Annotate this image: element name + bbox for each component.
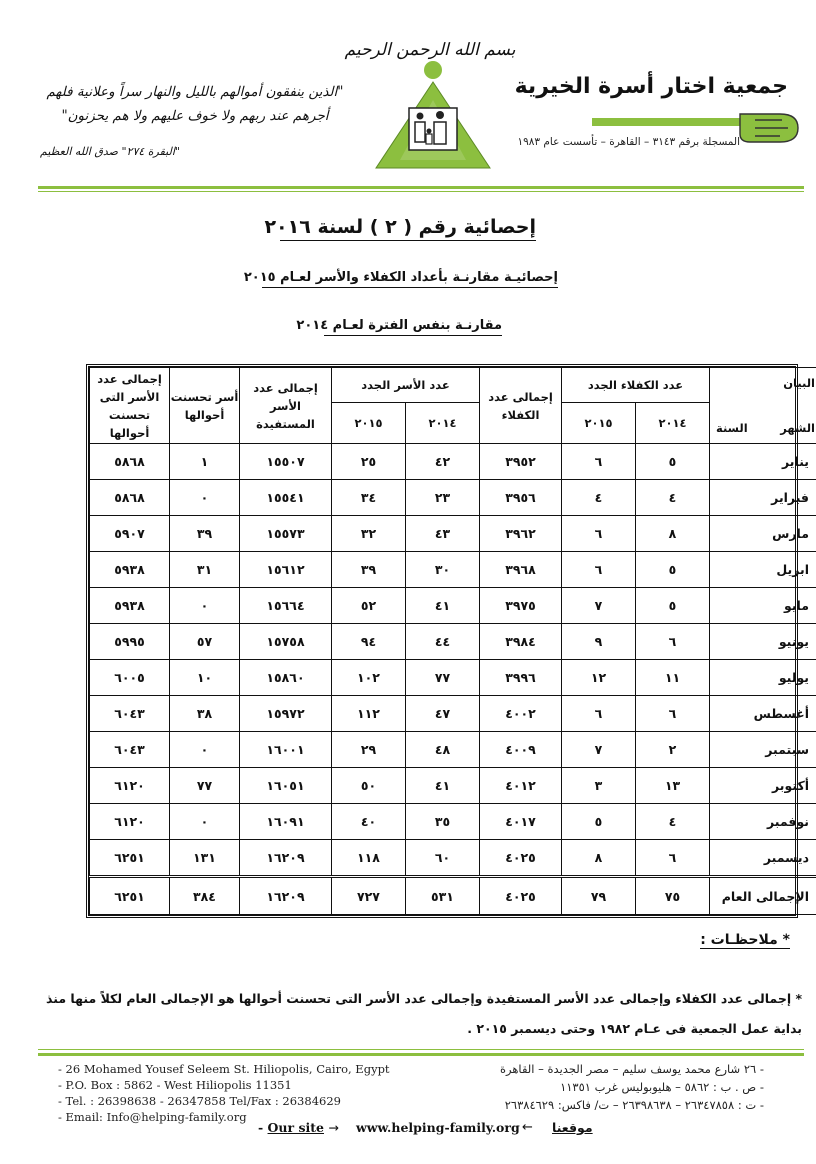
cell-f2015: ٣٢	[332, 516, 406, 552]
org-name: جمعية اختار أسرة الخيرية	[514, 74, 788, 99]
header-improved	[170, 368, 240, 444]
cell-s2015: ٩	[562, 624, 636, 660]
header-families-2015: ٢٠١٥	[332, 403, 406, 444]
cell-improved: ٣٨٤	[170, 877, 240, 915]
our-site-text: Our site	[267, 1120, 324, 1135]
cell-s2014: ٥	[636, 588, 710, 624]
cell-month: فبراير	[710, 480, 816, 516]
cell-f2015: ٣٤	[332, 480, 406, 516]
subtitle-1: إحصائيـة مقارنـة بأعداد الكفلاء والأسر لعـام ٢٠١٥	[262, 270, 558, 288]
cell-month: ديسمبر	[710, 840, 816, 877]
cell-total-improved: ٦٢٥١	[90, 840, 170, 877]
cell-f2015: ٧٢٧	[332, 877, 406, 915]
cell-s2015: ٨	[562, 840, 636, 877]
cell-total-sponsors: ٣٩٩٦	[480, 660, 562, 696]
cell-total-beneficiary: ١٦٠٥١	[240, 768, 332, 804]
cell-f2014: ٣٥	[406, 804, 480, 840]
header-total-beneficiary-l2: الأسر المستفيدة	[256, 398, 315, 431]
cell-s2015: ٦	[562, 444, 636, 480]
cell-total-beneficiary: ١٦٢٠٩	[240, 877, 332, 915]
cell-f2014: ٤٨	[406, 732, 480, 768]
pobox-ar: - ص . ب : ٥٨٦٢ – هليوبوليس غرب ١١٣٥١	[560, 1080, 764, 1094]
basmala: بسم الله الرحمن الرحيم	[344, 40, 516, 60]
cell-s2014: ٤	[636, 804, 710, 840]
header-sponsors-2015: ٢٠١٥	[562, 403, 636, 444]
cell-s2015: ٧	[562, 732, 636, 768]
cell-month: مارس	[710, 516, 816, 552]
cell-improved: ٣٩	[170, 516, 240, 552]
header-statement: البيان	[783, 376, 815, 390]
cell-s2015: ٣	[562, 768, 636, 804]
cell-s2014: ٢	[636, 732, 710, 768]
footer-rule-thin	[38, 1049, 804, 1050]
cell-improved: ١٣١	[170, 840, 240, 877]
quote-reference: "البقرة ٢٧٤" صدق الله العظيم	[40, 145, 180, 158]
cell-month: سبتمبر	[710, 732, 816, 768]
cell-s2015: ٥	[562, 804, 636, 840]
table-row	[90, 732, 816, 768]
cell-total-sponsors: ٤٠٢٥	[480, 877, 562, 915]
address-en: - 26 Mohamed Yousef Seleem St. Hiliopolis, Cairo, Egypt	[58, 1062, 390, 1076]
cell-month: نوفمبر	[710, 804, 816, 840]
cell-total-sponsors: ٣٩٧٥	[480, 588, 562, 624]
cell-s2015: ٤	[562, 480, 636, 516]
address-ar: - ٢٦ شارع محمد يوسف سليم – مصر الجديدة – القاهرة	[500, 1062, 764, 1076]
cell-total-sponsors: ٣٩٨٤	[480, 624, 562, 660]
cell-total-improved: ٦١٢٠	[90, 768, 170, 804]
cell-f2014: ٤٧	[406, 696, 480, 732]
cell-month: مايو	[710, 588, 816, 624]
cell-total-beneficiary: ١٦٢٠٩	[240, 840, 332, 877]
cell-total-sponsors: ٣٩٦٢	[480, 516, 562, 552]
cell-improved: ٠	[170, 480, 240, 516]
cell-s2014: ٨	[636, 516, 710, 552]
website-link[interactable]: www.helping-family.org	[356, 1120, 520, 1135]
table-row	[90, 516, 816, 552]
cell-total-beneficiary: ١٥٥٧٣	[240, 516, 332, 552]
table-row	[90, 768, 816, 804]
cell-improved: ٠	[170, 804, 240, 840]
header-total-sponsors	[480, 368, 562, 444]
header-new-sponsors: عدد الكفلاء الجدد	[562, 368, 710, 403]
table-row	[90, 444, 816, 480]
cell-f2014: ٤٣	[406, 516, 480, 552]
arrow-left-icon: ←	[522, 1120, 533, 1135]
cell-s2014: ٥	[636, 552, 710, 588]
email-en: - Email: Info@helping-family.org	[58, 1110, 247, 1124]
cell-total-improved: ٥٩٣٨	[90, 552, 170, 588]
table-row	[90, 588, 816, 624]
pobox-en: - P.O. Box : 5862 - West Hiliopolis 11351	[58, 1078, 292, 1092]
header-month: الشهر	[780, 421, 815, 435]
header-total-sponsors-l2: الكفلاء	[501, 407, 540, 422]
main-title: إحصائية رقم ( ٢ ) لسنة ٢٠١٦	[280, 216, 536, 241]
cell-f2014: ٤٢	[406, 444, 480, 480]
cell-month: أغسطس	[710, 696, 816, 732]
cell-s2014: ٦	[636, 696, 710, 732]
header-improved-l2: أحوالها	[184, 407, 225, 422]
table-row	[90, 552, 816, 588]
cell-total-beneficiary: ١٥٥٤١	[240, 480, 332, 516]
cell-improved: ٣٨	[170, 696, 240, 732]
cell-total-improved: ٦٠٤٣	[90, 732, 170, 768]
header-statement-cell	[710, 368, 816, 444]
cell-month: الإجمالى العام	[710, 877, 816, 915]
phone-ar: - ت : ٢٦٣٤٧٨٥٨ – ٢٦٣٩٨٦٣٨ – ت/ فاكس: ٢٦٣٨٤٦٢٩	[504, 1098, 764, 1112]
cell-month: يناير	[710, 444, 816, 480]
cell-month: يوليو	[710, 660, 816, 696]
header-sponsors-2014: ٢٠١٤	[636, 403, 710, 444]
quote-line-1: "الذين ينفقون أموالهم بالليل والنهار سراً وعلانية فلهم	[46, 84, 344, 100]
cell-total-improved: ٥٩٣٨	[90, 588, 170, 624]
cell-f2015: ٥٠	[332, 768, 406, 804]
cell-total-sponsors: ٣٩٥٢	[480, 444, 562, 480]
cell-s2015: ٧	[562, 588, 636, 624]
org-registration: المسجلة برقم ٣١٤٣ – القاهرة – تأسست عام ١٩٨٣	[517, 136, 740, 148]
cell-total-beneficiary: ١٥٩٧٢	[240, 696, 332, 732]
footer-contact-ar	[500, 1060, 764, 1114]
arrow-right-icon: →	[328, 1120, 339, 1135]
cell-total-improved: ٦٢٥١	[90, 877, 170, 915]
header-total-beneficiary	[240, 368, 332, 444]
cell-improved: ١٠	[170, 660, 240, 696]
cell-f2014: ٧٧	[406, 660, 480, 696]
total-row	[90, 877, 816, 915]
cell-month: ابريل	[710, 552, 816, 588]
footer-rule	[38, 1053, 804, 1056]
quote-line-2: أجرهم عند ربهم ولا خوف عليهم ولا هم يحزنون"	[61, 108, 329, 124]
cell-f2014: ٥٣١	[406, 877, 480, 915]
table-row	[90, 840, 816, 877]
cell-s2014: ١١	[636, 660, 710, 696]
notes-title: * ملاحظـات :	[700, 932, 790, 948]
footer-contact-en	[58, 1061, 390, 1125]
cell-s2015: ١٢	[562, 660, 636, 696]
cell-total-improved: ٥٩٠٧	[90, 516, 170, 552]
cell-total-improved: ٦٠٤٣	[90, 696, 170, 732]
cell-total-beneficiary: ١٥٥٠٧	[240, 444, 332, 480]
cell-total-sponsors: ٤٠١٧	[480, 804, 562, 840]
cell-s2014: ١٣	[636, 768, 710, 804]
cell-f2015: ٢٥	[332, 444, 406, 480]
cell-improved: ٠	[170, 588, 240, 624]
cell-f2014: ٤٤	[406, 624, 480, 660]
cell-total-sponsors: ٤٠٠٩	[480, 732, 562, 768]
table-row	[90, 660, 816, 696]
cell-f2014: ٤١	[406, 588, 480, 624]
table-row	[90, 804, 816, 840]
cell-total-beneficiary: ١٦٠٠١	[240, 732, 332, 768]
cell-month: يونيو	[710, 624, 816, 660]
cell-total-beneficiary: ١٥٨٦٠	[240, 660, 332, 696]
cell-improved: ٠	[170, 732, 240, 768]
cell-improved: ٧٧	[170, 768, 240, 804]
cell-f2015: ١٠٢	[332, 660, 406, 696]
cell-improved: ٣١	[170, 552, 240, 588]
cell-improved: ١	[170, 444, 240, 480]
header-year: السنة	[716, 421, 748, 435]
cell-month: أكتوبر	[710, 768, 816, 804]
cell-improved: ٥٧	[170, 624, 240, 660]
table-row	[90, 696, 816, 732]
header-total-improved-l2: الأسر التى	[99, 389, 160, 404]
header-families-2014: ٢٠١٤	[406, 403, 480, 444]
cell-total-beneficiary: ١٥٧٥٨	[240, 624, 332, 660]
our-site-label: - Our site →	[258, 1120, 339, 1135]
cell-s2014: ٤	[636, 480, 710, 516]
cell-s2014: ٦	[636, 840, 710, 877]
cell-f2015: ٥٢	[332, 588, 406, 624]
header-total-beneficiary-l1: إجمالى عدد	[253, 380, 318, 395]
family-pyramid-logo	[372, 60, 494, 172]
cell-total-sponsors: ٤٠٢٥	[480, 840, 562, 877]
cell-s2014: ٧٥	[636, 877, 710, 915]
cell-total-sponsors: ٤٠٠٢	[480, 696, 562, 732]
cell-f2015: ١١٨	[332, 840, 406, 877]
cell-f2014: ٤١	[406, 768, 480, 804]
header-total-improved	[90, 368, 170, 444]
statistics-table	[86, 364, 815, 918]
cell-f2015: ١١٢	[332, 696, 406, 732]
cell-total-beneficiary: ١٥٦٦٤	[240, 588, 332, 624]
quran-quote	[30, 80, 360, 128]
cell-s2014: ٦	[636, 624, 710, 660]
cell-s2014: ٥	[636, 444, 710, 480]
header-improved-l1: أسر تحسنت	[170, 389, 239, 404]
cell-total-improved: ٦١٢٠	[90, 804, 170, 840]
phone-en: - Tel. : 26398638 - 26347858 Tel/Fax : 26384629	[58, 1094, 341, 1108]
cell-f2014: ٢٣	[406, 480, 480, 516]
cell-f2015: ٤٠	[332, 804, 406, 840]
cell-f2015: ٩٤	[332, 624, 406, 660]
note-body: * إجمالى عدد الكفلاء وإجمالى عدد الأسر المستفيدة وإجمالى عدد الأسر التى تحسنت أحوالها هو الإجمالى العام لكلاً منها منذ بداية عمل الجمعية فى عـام ١٩٨٢ وحتى ديسمبر ٢٠١٥ .	[46, 991, 802, 1036]
cell-f2015: ٢٩	[332, 732, 406, 768]
cell-total-improved: ٥٨٦٨	[90, 444, 170, 480]
cell-f2014: ٦٠	[406, 840, 480, 877]
header-total-sponsors-l1: إجمالى عدد	[488, 389, 553, 404]
cell-f2014: ٣٠	[406, 552, 480, 588]
cell-s2015: ٦	[562, 696, 636, 732]
header-rule	[38, 186, 804, 189]
cell-s2015: ٦	[562, 516, 636, 552]
cell-total-sponsors: ٣٩٥٦	[480, 480, 562, 516]
cell-total-sponsors: ٣٩٦٨	[480, 552, 562, 588]
cell-s2015: ٧٩	[562, 877, 636, 915]
our-site-ar: موقعنا	[552, 1120, 593, 1135]
header-total-improved-l3: تحسنت أحوالها	[108, 407, 151, 440]
cell-total-beneficiary: ١٦٠٩١	[240, 804, 332, 840]
cell-f2015: ٣٩	[332, 552, 406, 588]
header-rule-thin	[38, 191, 804, 192]
cell-total-beneficiary: ١٥٦١٢	[240, 552, 332, 588]
subtitle-2: مقارنـة بنفس الفترة لعـام ٢٠١٤	[324, 318, 502, 336]
cell-total-improved: ٦٠٠٥	[90, 660, 170, 696]
cell-s2015: ٦	[562, 552, 636, 588]
header-new-families: عدد الأسر الجدد	[332, 368, 480, 403]
cell-total-sponsors: ٤٠١٢	[480, 768, 562, 804]
table-row	[90, 480, 816, 516]
header-total-improved-l1: إجمالى عدد	[97, 371, 162, 386]
cell-total-improved: ٥٨٦٨	[90, 480, 170, 516]
table-row	[90, 624, 816, 660]
cell-total-improved: ٥٩٩٥	[90, 624, 170, 660]
